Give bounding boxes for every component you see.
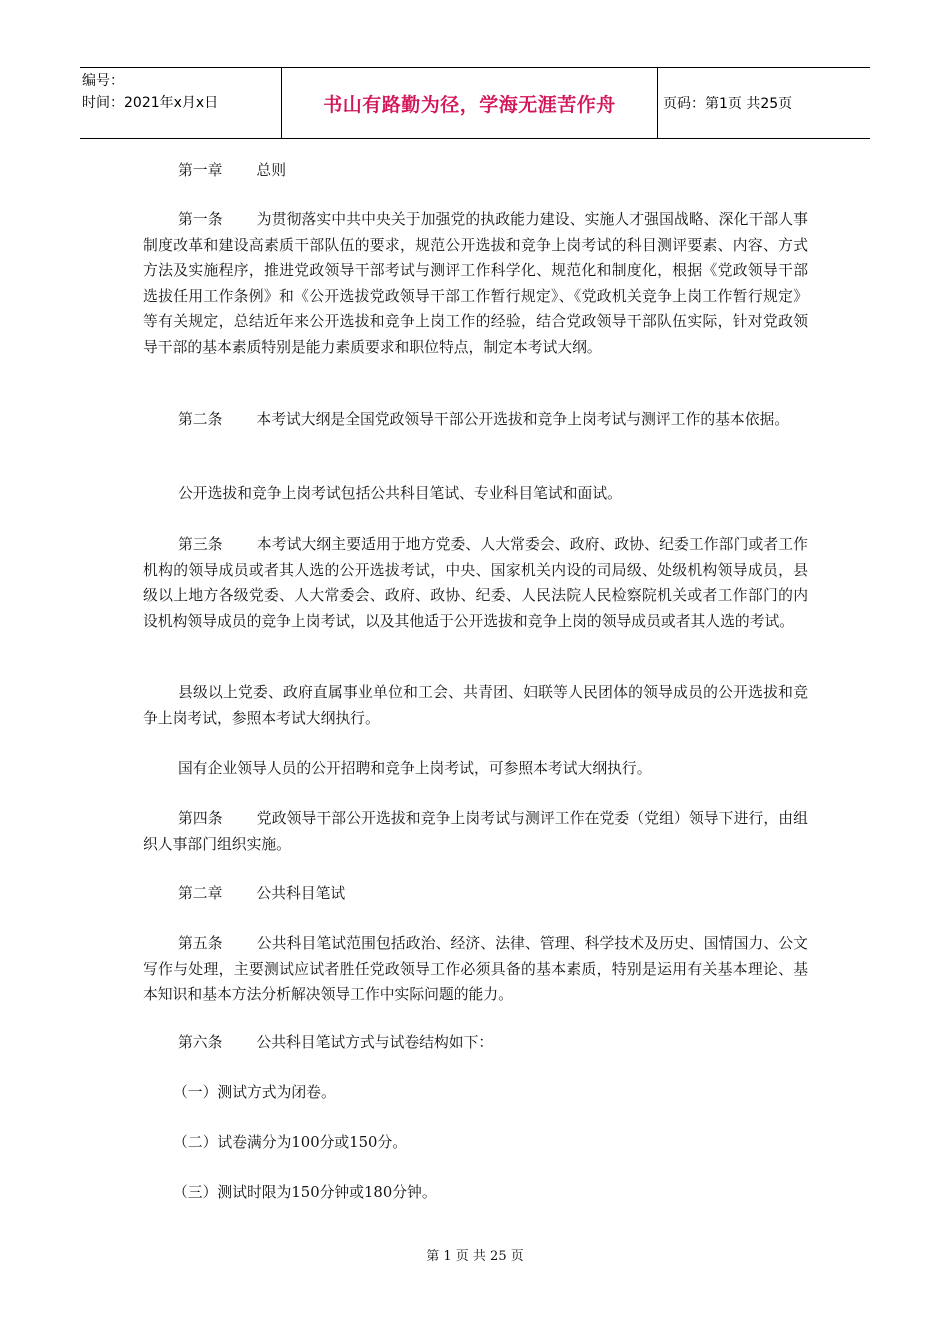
- article-paragraph: [143, 532, 808, 634]
- article-label: 第五条: [178, 935, 223, 952]
- article-text: 为贯彻落实中共中央关于加强党的执政能力建设、实施人才强国战略、深化干部人事制度改革和建设高素质干部队伍的要求，规范公开选拔和竞争上岗考试的科目测评要素、内容、方式方法及实施程序，推进党政领导干部考试与测评工作科学化、规范化和制度化，根据《党政领导干部选拔任用工作条例》和《公开选拔党政领导干部工作暂行规定》、《党政机关竞争上岗工作暂行规定》等有关规定，总结近年来公开选拔和竞争上岗工作的经验，结合党政领导干部队伍实际，针对党政领导干部的基本素质特别是能力素质要求和职位特点，制定本考试大纲。: [143, 211, 808, 356]
- body-paragraph: 县级以上党委、政府直属事业单位和工会、共青团、妇联等人民团体的领导成员的公开选拔和竞争上岗考试，参照本考试大纲执行。: [143, 684, 808, 727]
- article-text: 党政领导干部公开选拔和竞争上岗考试与测评工作在党委（党组）领导下进行，由组织人事部门组织实施。: [143, 810, 808, 853]
- list-item: （二）试卷满分为100分或150分。: [173, 1134, 408, 1151]
- article-label: 第四条: [178, 810, 223, 827]
- body-paragraph: 国有企业领导人员的公开招聘和竞争上岗考试，可参照本考试大纲执行。: [178, 760, 652, 777]
- article-paragraph: [143, 931, 808, 1008]
- chapter-heading: [178, 158, 286, 184]
- body-paragraph: 公开选拔和竞争上岗考试包括公共科目笔试、专业科目笔试和面试。: [178, 485, 622, 502]
- article-text: 本考试大纲主要适用于地方党委、人大常委会、政府、政协、纪委工作部门或者工作机构的领导成员或者其人选的公开选拔考试，中央、国家机关内设的司局级、处级机构领导成员，县级以上地方各级党委、人大常委会、政府、政协、纪委、人民法院人民检察院机关或者工作部门的内设机构领导成员的竞争上岗考试，以及其他适于公开选拔和竞争上岗的领导成员或者其人选的考试。: [143, 536, 808, 630]
- header-meta: [82, 70, 282, 114]
- document-number-label: 编号：: [82, 73, 124, 89]
- page-header: [80, 67, 870, 139]
- header-page-info: 页码：第1页 共25页: [663, 96, 793, 112]
- chapter-title: 总则: [256, 162, 287, 179]
- article-paragraph: [143, 1030, 808, 1056]
- article-label: 第二条: [178, 411, 223, 428]
- header-motto: 书山有路勤为径，学海无涯苦作舟: [323, 93, 616, 116]
- chapter-label: 第二章: [178, 885, 223, 902]
- header-divider: [657, 68, 658, 138]
- article-label: 第一条: [178, 211, 223, 228]
- list-item: （一）测试方式为闭卷。: [173, 1084, 336, 1101]
- article-paragraph: [143, 806, 808, 857]
- chapter-title: 公共科目笔试: [256, 885, 346, 902]
- chapter-heading: [178, 881, 345, 907]
- article-paragraph: [143, 207, 808, 360]
- page-footer: 第 1 页 共 25 页: [426, 1249, 524, 1264]
- article-text: 本考试大纲是全国党政领导干部公开选拔和竞争上岗考试与测评工作的基本依据。: [256, 411, 790, 428]
- article-text: 公共科目笔试范围包括政治、经济、法律、管理、科学技术及历史、国情国力、公文写作与处理，主要测试应试者胜任党政领导工作必须具备的基本素质，特别是运用有关基本理论、基本知识和基本方法分析解决领导工作中实际问题的能力。: [143, 935, 808, 1003]
- list-item: （三）测试时限为150分钟或180分钟。: [173, 1184, 437, 1201]
- article-paragraph: [143, 407, 808, 433]
- chapter-label: 第一章: [178, 162, 223, 179]
- document-time-label: 时间：2021年x月x日: [82, 95, 219, 111]
- article-text: 公共科目笔试方式与试卷结构如下：: [256, 1034, 494, 1051]
- article-label: 第六条: [178, 1034, 223, 1051]
- article-label: 第三条: [178, 536, 223, 553]
